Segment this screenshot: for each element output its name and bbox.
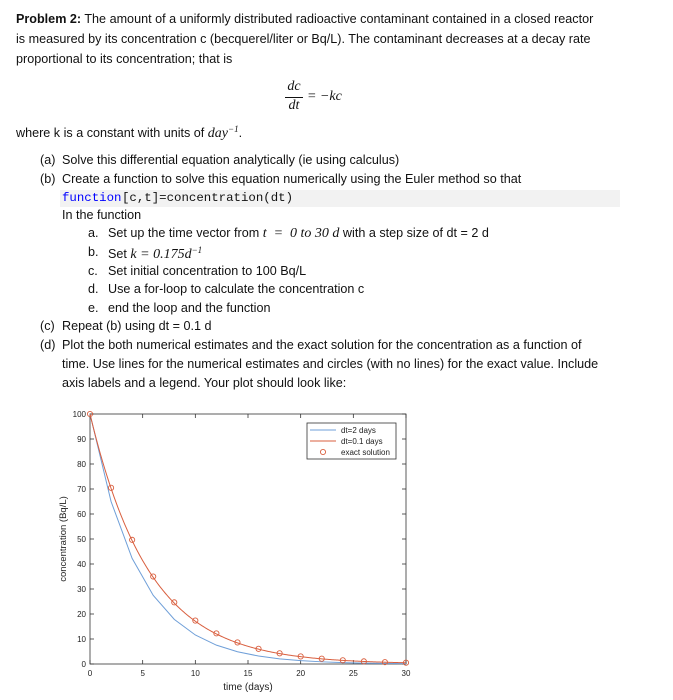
sub-a-pre: Set up the time vector from [108, 226, 263, 240]
sub-d-text: Use a for-loop to calculate the concentration c [108, 282, 365, 296]
part-b-label: (b) [40, 172, 56, 186]
code-line [60, 190, 620, 207]
y-tick-label-10: 10 [77, 635, 86, 644]
sub-b-exponent: −1 [191, 245, 203, 255]
sub-a-text [108, 226, 489, 242]
sub-b-label: b. [88, 245, 99, 259]
intro-text-1: The amount of a uniformly distributed radioactive contaminant contained in a closed reactor [81, 12, 594, 26]
concentration-chart [0, 400, 673, 700]
part-d-line-3: axis labels and a legend. Your plot should look like: [62, 376, 347, 390]
sub-a-post: with a step size of dt = 2 d [339, 226, 489, 240]
y-axis-label: concentration (Bq/L) [58, 496, 69, 582]
part-d-line-1: Plot the both numerical estimates and the exact solution for the concentration as a function of [62, 338, 582, 352]
sub-c-text: Set initial concentration to 100 Bq/L [108, 264, 307, 278]
sub-a-label: a. [88, 226, 99, 240]
legend-label-exact: exact solution [341, 448, 390, 457]
problem-title: Problem 2: [16, 12, 82, 26]
where-end: . [238, 126, 243, 141]
y-tick-label-40: 40 [77, 560, 86, 569]
y-tick-label-20: 20 [77, 610, 86, 619]
x-tick-label-0: 0 [87, 669, 93, 678]
y-tick-label-30: 30 [77, 585, 86, 594]
sub-b-text [108, 245, 202, 263]
x-tick-label-15: 15 [243, 669, 253, 678]
in-function-text: In the function [62, 208, 142, 222]
equation-denominator: dt [288, 98, 300, 113]
y-tick-label-0: 0 [81, 660, 86, 669]
intro-line-2: is measured by its concentration c (becquerel/liter or Bq/L). The contaminant decreases at a decay rate [16, 32, 591, 46]
part-c-label: (c) [40, 319, 55, 333]
y-tick-label-50: 50 [77, 535, 86, 544]
legend-label-dt01: dt=0.1 days [341, 437, 383, 446]
x-tick-label-10: 10 [190, 669, 200, 678]
sub-e-text: end the loop and the function [108, 301, 271, 315]
code-signature: [c,t]=concentration(dt) [122, 191, 294, 205]
legend [307, 423, 396, 459]
x-tick-label-5: 5 [140, 669, 145, 678]
equation-rhs: = −kc [307, 89, 342, 104]
legend-label-dt2: dt=2 days [341, 426, 376, 435]
where-exponent: −1 [228, 124, 239, 134]
part-b-text: Create a function to solve this equation numerically using the Euler method so that [62, 172, 522, 186]
part-d-label: (d) [40, 338, 56, 352]
where-text: where k is a constant with units of [16, 126, 208, 141]
y-tick-label-90: 90 [77, 435, 86, 444]
code-keyword: function [62, 191, 122, 205]
intro-line-3: proportional to its concentration; that is [16, 52, 233, 66]
where-unit: day [207, 126, 229, 142]
x-tick-label-20: 20 [296, 669, 306, 678]
intro-line-1 [16, 12, 593, 26]
sub-b-math: k = 0.175d [130, 247, 192, 263]
sub-d-label: d. [88, 282, 99, 296]
where-line [16, 124, 242, 142]
sub-a-math: t = 0 to 30 d [262, 226, 340, 241]
sub-b-pre: Set [108, 247, 131, 262]
sub-e-label: e. [88, 301, 99, 315]
x-tick-label-30: 30 [401, 669, 411, 678]
x-axis-label: time (days) [223, 682, 273, 693]
part-d-line-2: time. Use lines for the numerical estimates and circles (with no lines) for the exact value. Include [62, 357, 599, 371]
y-tick-label-60: 60 [77, 510, 86, 519]
x-tick-label-25: 25 [348, 669, 358, 678]
part-a-label: (a) [40, 153, 56, 167]
y-tick-label-100: 100 [72, 410, 86, 419]
sub-c-label: c. [88, 264, 98, 278]
y-tick-label-80: 80 [77, 460, 86, 469]
part-c-text: Repeat (b) using dt = 0.1 d [62, 319, 212, 333]
equation-numerator: dc [287, 79, 301, 94]
part-a-text: Solve this differential equation analytically (ie using calculus) [62, 153, 400, 167]
y-tick-label-70: 70 [77, 485, 86, 494]
